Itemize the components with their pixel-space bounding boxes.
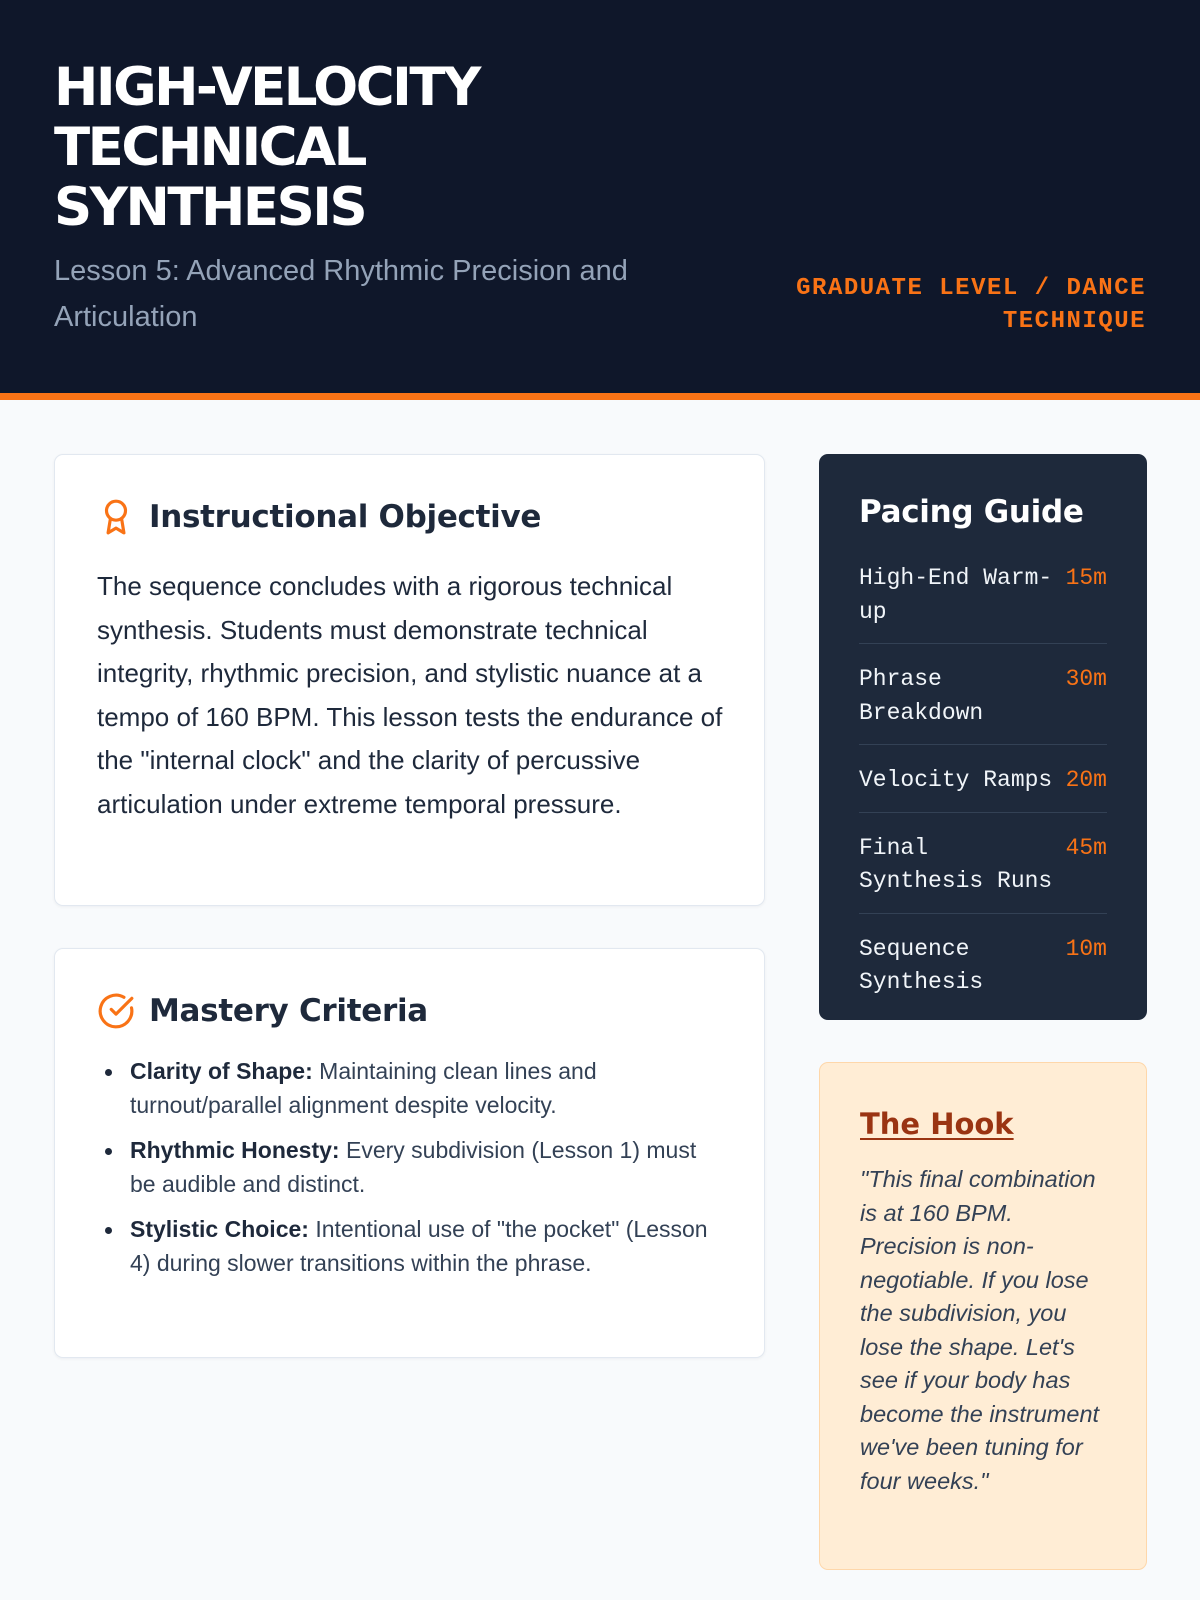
lesson-subtitle: Lesson 5: Advanced Rhythmic Precision and Articulation xyxy=(54,255,628,333)
pacing-time: 45m xyxy=(1065,834,1107,861)
hook-title: The Hook xyxy=(860,1107,1014,1141)
pacing-row xyxy=(859,659,1107,745)
page-header xyxy=(0,0,1200,400)
list-item xyxy=(97,1213,727,1280)
pacing-time: 10m xyxy=(1065,935,1107,962)
objective-header xyxy=(97,495,541,539)
level-label: GRADUATE LEVEL / DANCE TECHNIQUE xyxy=(796,275,1146,335)
pacing-label: High-End Warm-up xyxy=(859,565,1053,625)
hook-card xyxy=(819,1062,1147,1570)
pacing-time: 30m xyxy=(1065,666,1107,692)
pacing-time: 20m xyxy=(1065,767,1107,793)
mastery-card xyxy=(54,948,765,1358)
list-item xyxy=(97,1134,727,1201)
mastery-header xyxy=(97,989,428,1033)
criterion-term: Rhythmic Honesty: xyxy=(130,1137,340,1163)
objective-title: Instructional Objective xyxy=(149,499,542,535)
pacing-row xyxy=(859,828,1107,914)
objective-text: The sequence concludes with a rigorous technical synthesis. Students must demonstrate technical integrity, rhythmic precision, and stylistic nuance at a tempo of 160 BPM. This lesson tests the endurance of the "internal clock" and the clarity of percussive articulation under extreme temporal pressure. xyxy=(97,571,723,819)
pacing-label: Sequence Synthesis xyxy=(859,935,984,995)
award-ribbon-icon xyxy=(97,498,135,536)
pacing-label: Final Synthesis Runs xyxy=(859,834,1053,894)
mastery-title: Mastery Criteria xyxy=(149,993,428,1029)
hook-quote: "This final combination is at 160 BPM. Precision is non-negotiable. If you lose the subdivision, you lose the shape. Let's see if your body has become the instrument we've been tuning for four weeks." xyxy=(860,1166,1100,1494)
criterion-term: Stylistic Choice: xyxy=(130,1216,309,1242)
list-item xyxy=(97,1055,727,1122)
criterion-text: Intentional use of "the pocket" (Lesson 4) during slower transitions within the phrase. xyxy=(130,1216,708,1276)
pacing-label: Velocity Ramps xyxy=(859,767,1053,793)
criterion-text: Every subdivision (Lesson 1) must be audible and distinct. xyxy=(130,1137,697,1197)
pacing-label: Phrase Breakdown xyxy=(859,666,984,726)
check-circle-icon xyxy=(97,992,135,1030)
objective-card xyxy=(54,454,765,906)
pacing-time: 15m xyxy=(1065,565,1107,591)
pacing-row xyxy=(859,929,1107,1014)
pacing-list xyxy=(859,558,1107,1029)
mastery-list xyxy=(97,1055,727,1292)
pacing-row xyxy=(859,558,1107,644)
pacing-title: Pacing Guide xyxy=(859,494,1084,530)
page-title: HIGH-VELOCITY TECHNICAL SYNTHESIS xyxy=(54,57,479,238)
criterion-term: Clarity of Shape: xyxy=(130,1058,313,1084)
pacing-guide xyxy=(819,454,1147,1020)
pacing-row xyxy=(859,760,1107,813)
criterion-text: Maintaining clean lines and turnout/parallel alignment despite velocity. xyxy=(130,1058,597,1118)
